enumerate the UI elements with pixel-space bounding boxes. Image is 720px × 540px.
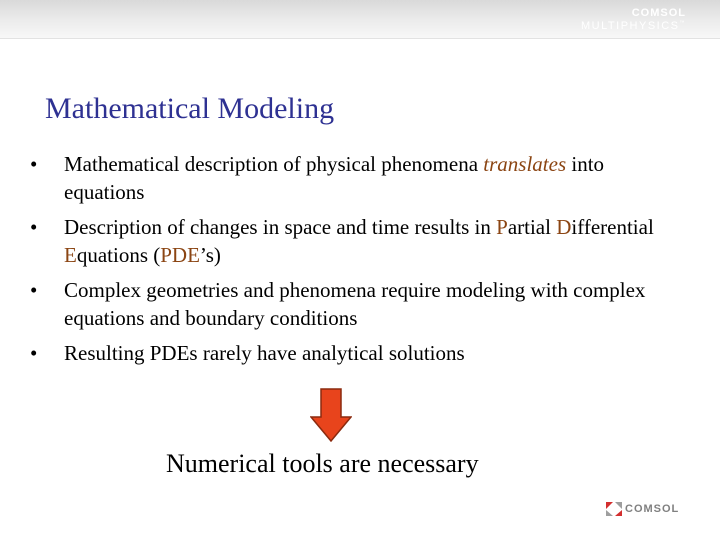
bullet-text: Complex geometries and phenomena require modeling with complex equations and boundary conditions <box>64 278 646 330</box>
bullet-item <box>30 213 670 269</box>
bullet-text: Mathematical description of physical phenomena <box>64 152 484 176</box>
footer-comsol-logo <box>606 500 706 518</box>
comsol-multiphysics-logo <box>581 8 686 32</box>
highlight-letter: D <box>556 215 572 239</box>
bullet-text: ifferential <box>571 215 654 239</box>
bullet-text: quations ( <box>76 243 161 267</box>
bullet-text: Resulting PDEs rarely have analytical solutions <box>64 341 465 365</box>
logo-trademark: ™ <box>679 20 686 26</box>
bullet-text: into equations <box>64 152 605 204</box>
emphasis-text: translates <box>483 152 567 176</box>
logo-line-multiphysics <box>581 21 686 32</box>
bullet-item <box>30 150 670 206</box>
header-bar <box>0 0 720 39</box>
bullet-item <box>30 339 670 367</box>
down-arrow-icon <box>310 388 352 442</box>
conclusion-text: Numerical tools are necessary <box>166 449 479 478</box>
footer-brand-text: COMSOL <box>625 503 680 515</box>
highlight-acronym: PDE <box>160 243 200 267</box>
bullet-text: artial <box>507 215 557 239</box>
slide-title: Mathematical Modeling <box>45 92 335 125</box>
bullet-item <box>30 276 670 332</box>
bullet-text: Description of changes in space and time results in <box>64 215 497 239</box>
bullet-text: ’s) <box>199 243 221 267</box>
logo-line-comsol: COMSOL <box>631 7 686 19</box>
highlight-letter: P <box>496 215 508 239</box>
logo-multiphysics-text: MULTIPHYSICS <box>581 20 680 32</box>
bullet-list <box>30 150 670 374</box>
highlight-letter: E <box>64 243 77 267</box>
comsol-mark-icon <box>606 502 622 516</box>
